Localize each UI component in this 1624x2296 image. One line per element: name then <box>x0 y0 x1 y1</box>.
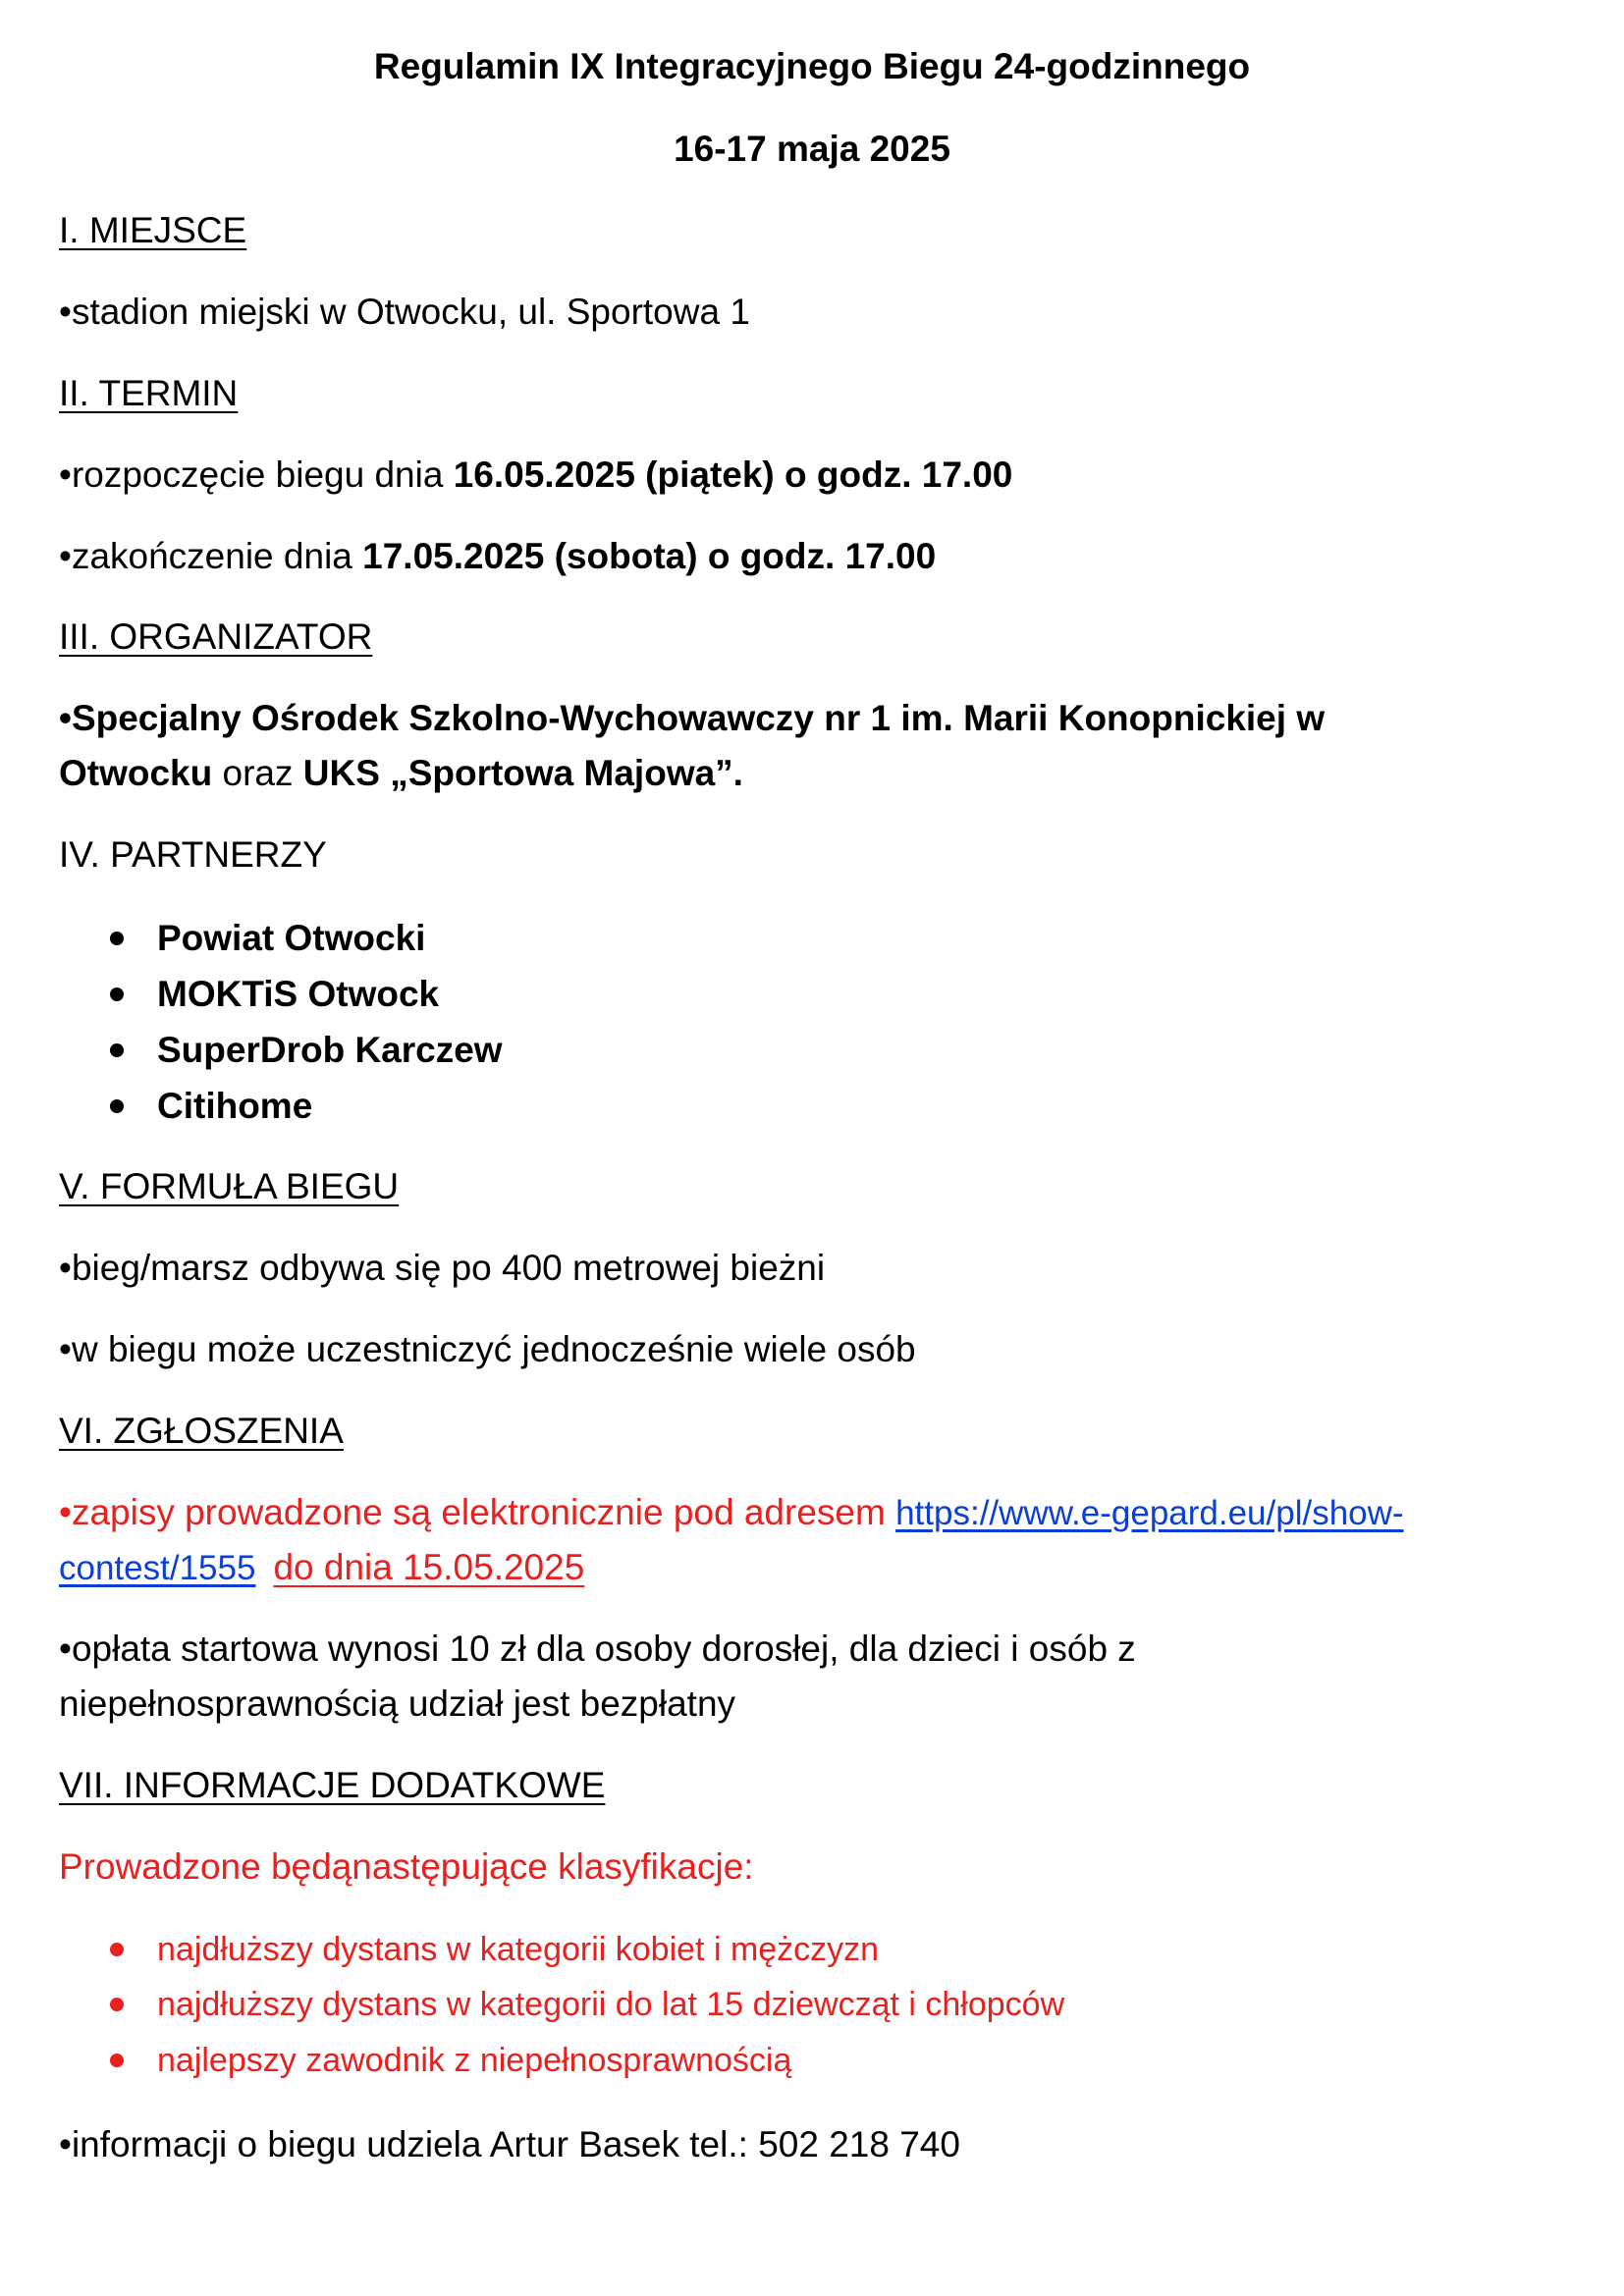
document-title: Regulamin IX Integracyjnego Biegu 24-godzinnego <box>373 46 1251 86</box>
classification-intro: Prowadzone będąnastępujące klasyfikacje: <box>59 1846 754 1887</box>
bullet-icon <box>110 988 124 1001</box>
bullet-icon <box>110 1099 124 1113</box>
bullet-icon <box>110 1943 124 1956</box>
document-date: 16-17 maja 2025 <box>674 129 950 169</box>
section-heading-partnerzy: IV. PARTNERZY <box>59 834 327 875</box>
bullet-icon <box>110 932 124 945</box>
formula-line-1: •bieg/marsz odbywa się po 400 metrowej bieżni <box>59 1248 826 1288</box>
classification-text: najdłuższy dystans w kategorii kobiet i mężczyzn <box>157 1931 880 1968</box>
end-time-prefix: •zakończenie dnia <box>59 536 363 576</box>
registration-text: •zapisy prowadzone są elektronicznie pod adresem <box>59 1492 896 1532</box>
section-heading-zgloszenia: VI. ZGŁOSZENIA <box>59 1411 344 1451</box>
bullet-icon <box>110 1043 124 1057</box>
partner-name: SuperDrob Karczew <box>157 1030 503 1070</box>
registration-deadline: do dnia 15.05.2025 <box>273 1547 585 1587</box>
organizer-city: Otwocku <box>59 753 213 793</box>
section-heading-formula: V. FORMUŁA BIEGU <box>59 1166 400 1206</box>
end-time-value: 17.05.2025 (sobota) o godz. 17.00 <box>362 536 937 576</box>
section-heading-organizator: III. ORGANIZATOR <box>59 616 373 657</box>
organizer-conjunction: oraz <box>212 753 303 793</box>
section-heading-miejsce: I. MIEJSCE <box>59 210 247 250</box>
start-time-prefix: •rozpoczęcie biegu dnia <box>59 454 454 495</box>
start-time-line <box>59 448 1012 503</box>
organizer-line-1: •Specjalny Ośrodek Szkolno-Wychowawczy nr 1 im. Marii Konopnickiej w <box>59 698 1326 738</box>
partner-name: MOKTiS Otwock <box>157 974 440 1014</box>
bullet-icon <box>110 1998 124 2011</box>
end-time-line <box>59 529 936 584</box>
start-time-value: 16.05.2025 (piątek) o godz. 17.00 <box>453 454 1013 495</box>
formula-line-2: •w biegu może uczestniczyć jednocześnie wiele osób <box>59 1329 916 1369</box>
registration-link[interactable]: https://www.e-gepard.eu/pl/show- <box>895 1494 1404 1532</box>
registration-line-1 <box>59 1485 1404 1541</box>
classification-text: najdłuższy dystans w kategorii do lat 15 dziewcząt i chłopców <box>157 1986 1065 2023</box>
section-heading-termin: II. TERMIN <box>59 373 239 413</box>
partner-name: Powiat Otwocki <box>157 918 426 958</box>
organizer-club: UKS „Sportowa Majowa”. <box>302 753 743 793</box>
bullet-icon <box>110 2054 124 2067</box>
organizer-line-2 <box>59 746 743 801</box>
registration-link-continued[interactable]: contest/1555 <box>59 1549 256 1587</box>
section-heading-informacje: VII. INFORMACJE DODATKOWE <box>59 1765 606 1805</box>
contact-info: •informacji o biegu udziela Artur Basek tel.: 502 218 740 <box>59 2124 960 2164</box>
fee-line-1: •opłata startowa wynosi 10 zł dla osoby dorosłej, dla dzieci i osób z <box>59 1629 1136 1669</box>
partner-name: Citihome <box>157 1086 313 1126</box>
registration-line-2 <box>59 1540 584 1596</box>
venue-text: •stadion miejski w Otwocku, ul. Sportowa 1 <box>59 292 750 332</box>
fee-line-2: niepełnosprawnością udział jest bezpłatny <box>59 1683 736 1724</box>
classification-text: najlepszy zawodnik z niepełnosprawnością <box>157 2042 792 2079</box>
